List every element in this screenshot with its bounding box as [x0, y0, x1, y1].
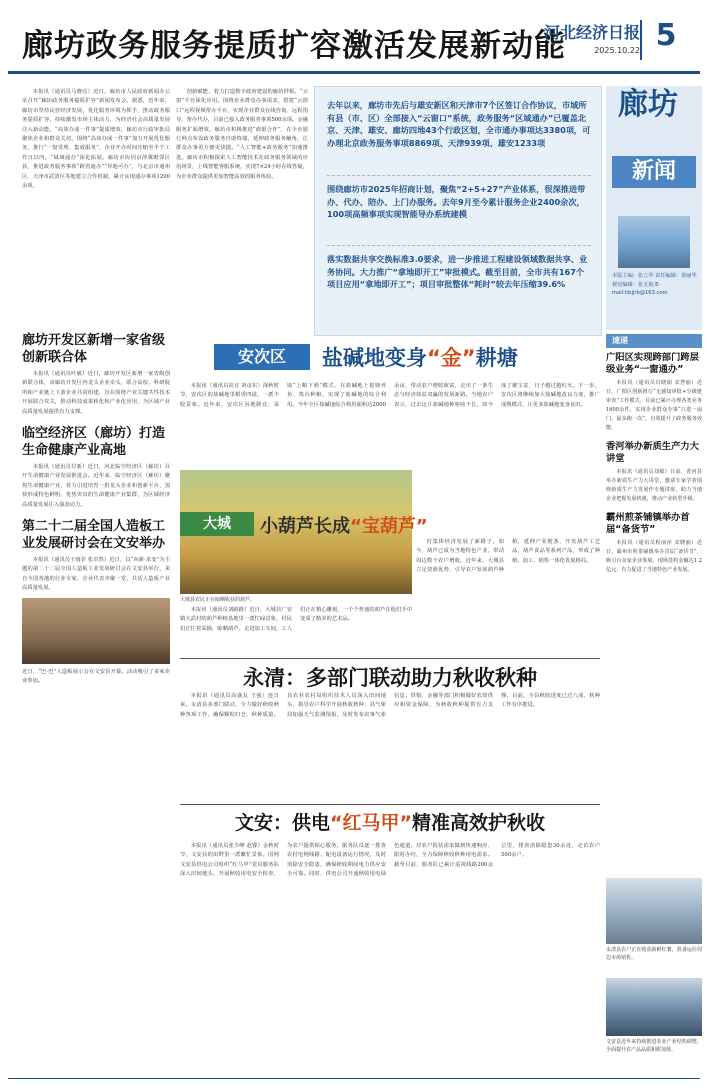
anci-title-highlight: “金”	[427, 346, 476, 370]
highlight-item: 落实数据共享交换标准3.0要求，进一步推进工程建设领域数据共享、业务协同。大力推广“拿地即开工”审批模式。截至目前，全市共有167个项目应用“拿地即开工”；项目审批整体“耗时”较去年压缩39.6%	[327, 254, 588, 290]
anci-title-pre: 盐碱地变身	[322, 346, 427, 370]
section-sidebar	[606, 86, 702, 330]
dacheng-article-right	[416, 538, 600, 628]
section-title-news: 新闻	[612, 156, 696, 188]
left-article-head: 第二十二届全国人造板工业发展研讨会在文安举办	[22, 519, 166, 552]
highlights-box	[314, 86, 602, 336]
anci-banner	[180, 340, 600, 374]
left-column	[22, 332, 170, 1072]
masthead	[8, 14, 700, 74]
dacheng-title	[260, 512, 428, 538]
anci-title-post: 耕塘	[475, 346, 518, 370]
lead-mid-text: 创新赋能，着力打造数字政府建设的廊坊样板。“云窗”平台深化应用。围绕企业群众办事需求，搭建“云窗口”远程视频帮办平台，实现企业群众在线咨询、远程指导、帮办代办，目前已接入政务服务事项500余项。金融服务扩面增效。廊坊市积极推进“政银合作”，在全市银行网点布设政务服务自助终端，延伸政务服务触角，让群众办事更方便更快捷。“人工智能+政务服务”加速推进。廊坊市积极探索人工智能技术在政务服务领域的应用场景，上线智能客服系统，实现7×24小时在线答疑，为企业群众提供更加智能高效的服务体验。	[176, 89, 308, 180]
wenan-title	[180, 808, 600, 835]
side-photo-caption: 文安县近年来持续推进农业产业结构调整，全面提升农产品品质和附加值。	[606, 1039, 702, 1053]
section-photo	[618, 216, 690, 268]
highlight-item: 去年以来，廊坊市先后与雄安新区和天津市7个区签订合作协议，市域所有县（市、区）全部接入“云窗口”系统，政务服务“区域通办”已覆盖北京、天津、雄安、廊坊四地43个行政区划，全市通办事项达3380项，可办理北京政务服务事项8869项、天津939项、雄安1233项	[327, 100, 591, 148]
anci-article-text: 本报讯（通讯员高宜 刘彦东）深秋时节，安次区的盐碱地里稻香四溢，一派丰收景象。近年来，安次区因地制宜，采取“上粮下渔”模式，在盐碱地上挖塘养鱼、筑台种粮，实现了盐碱地的综合利用。今年全区盐碱地综合利用面积达2000余亩，带动农户增收致富，走出了一条生态与经济效益双赢的发展新路。当地农户表示，过去这片盐碱地种啥啥不长，如今成了聚宝盆，日子越过越红火。下一步，安次区将继续加大盐碱地改良力度，推广成熟模式，让更多盐碱地变身良田。	[180, 383, 600, 408]
anci-article	[180, 382, 600, 466]
wenan-rule	[180, 804, 600, 805]
left-article-body: 本报讯（通讯员付新）近日，河北临空经济区（廊坊）召开生命健康产业发展推进会。近年来，临空经济区（廊坊）聚焦生命健康产业，着力引进培育一批龙头企业和创新平台，加快形成特色鲜明、优势突出的生命健康产业集群，为区域经济高质量发展注入强劲动力。	[22, 464, 170, 508]
side-article-body: 本报讯（通讯员冯晓娟 宋慧丽）近日，广阳区创新推行“无感知审批+分级链审查”工作模式，目前已累计办理各类业务1600余件，实现企业群众办事“只进一扇门、最多跑一次”，有效提升了政务服务效能。	[606, 380, 702, 431]
side-article	[606, 441, 702, 504]
lead-article-mid	[176, 88, 308, 323]
wenan-title-highlight: “红马甲”	[330, 812, 412, 834]
anci-title	[322, 342, 518, 372]
side-photo-harvest	[606, 878, 702, 944]
yongqing-rule	[180, 658, 600, 659]
dacheng-bottom-text: 本报讯（通讯员刘路路）近日，大城县广安镇大武村的葫芦种植基地里一派忙碌景象，村民们正忙着采摘、晾晒葫芦。走进加工车间，工人们正在精心雕刻，一个个普通的葫芦在他们手中变成了精美的艺术品。	[180, 607, 412, 632]
left-article	[22, 425, 170, 510]
side-article	[606, 352, 702, 433]
lead-left-text: 本报讯（通讯员马晓亮）近日，廊坊市人民政府新闻办公室召开“廊坊政务服务提质扩容”新闻发布会。据悉，近年来，廊坊市坚持民营经济发展，优化服务环境为抓手，推动政务服务提质扩容，持续激发市场主体活力，为经济社会高质量发展注入新动能。“高效办成一件事”提质增效。廊坊市行政审批局聚焦企业和群众关切，围绕“高效办成一件事”加力开展优化服务，推行“一窗受理、集成服务”，企业开办时间压缩至半个工作日以内。“域域通办”深化拓展。廊坊市协同京津冀毗邻区县，推进政务服务事项“跨省通办”“异地可办”，与北京市通州区、天津市武清区等地建立合作机制，累计实现通办事项1200余项。	[22, 89, 170, 190]
side-articles	[606, 352, 702, 872]
side-article-head: 广阳区实现跨部门跨层级业务“一窗通办”	[606, 352, 699, 375]
left-article	[22, 518, 170, 686]
wenan-title-post: 精准高效护秋收	[411, 812, 545, 834]
side-article	[606, 512, 702, 575]
paper-name: 河北经济日报	[543, 23, 640, 42]
section-title-langfang: 廊坊	[618, 87, 678, 122]
highlight-item: 围绕廊坊市2025年招商计划，聚焦“2+5+27”产业体系，很深推进带办、代办、陪办、上门办服务。去年9月至今累计服务企业2400余次，100项高频事项实现智能导办系统建模	[327, 184, 586, 220]
dacheng-place-tag: 大城	[180, 512, 254, 536]
editor-credit: 本版主编：张立华 责任编辑：徐丽华 视觉编辑：张五航 E-mail:hbjjrb@163.com	[612, 273, 697, 296]
left-article-text	[22, 556, 170, 594]
paper-date: 2025.10.22	[594, 46, 640, 55]
highlight-divider	[327, 245, 591, 246]
side-article-head: 霸州煎茶铺镇举办首届“备货节”	[606, 512, 690, 535]
left-article	[22, 332, 170, 417]
side-article-text	[606, 539, 702, 575]
dacheng-article-bottom	[180, 606, 412, 654]
lead-article-left	[22, 88, 170, 323]
page-headline: 廊坊政务服务提质扩容激活发展新动能	[22, 28, 566, 64]
anci-place-tag: 安次区	[214, 344, 310, 370]
page-number: 5	[655, 18, 677, 53]
footer-rule	[8, 1078, 700, 1079]
left-article-head: 廊坊开发区新增一家省级创新联合体	[22, 333, 166, 365]
page-number-divider	[640, 20, 642, 60]
side-article-text	[606, 468, 702, 504]
yongqing-article-text: 本报讯（通讯员高盛友 王强）连日来，永清县多部门联动，全力做好秋收秋种各项工作，确保颗粒归仓、秋种质量。县农业农村局组织技术人员深入田间地头，指导农户科学开展秋收秋种；县气象局加强天气监测预报，及时发布农事气象信息；供销、金融等部门积极做好农资供应和资金保障，为秋收秋种提供有力支撑。目前，全县秋收进度已过八成，秋种工作有序推进。	[180, 693, 600, 718]
speed-news-label: 速递	[612, 336, 628, 345]
left-article-photo	[22, 598, 170, 664]
side-article-head: 香河举办新质生产力大讲堂	[606, 441, 699, 464]
highlight-divider	[327, 175, 591, 176]
side-article-text	[606, 379, 702, 433]
left-article-text	[22, 463, 170, 510]
yongqing-title: 永清：多部门联动助力秋收秋种	[243, 666, 537, 690]
dacheng-photo-caption: 大城县农民正在晾晒收获的葫芦。	[180, 597, 256, 603]
side-article-body: 本报讯（通讯员程丽萍 宋晓丽）近日，霸州市煎茶铺镇举办首届“备货节”，吸引百余家企业参展，现场签约金额达1.2亿元，有力促进了当地特色产业发展。	[606, 540, 702, 573]
left-article-body: 本报讯（通讯员叶敏）近日，廊坊开发区新增一家省级创新联合体，由廊坊开发区内龙头企业牵头，联合高校、科研院所和产业链上下游企业共同组建，旨在围绕产业关键共性技术开展联合攻关，推动科技成果转化和产业化应用，为区域产业高质量发展提供有力支撑。	[22, 371, 170, 415]
dacheng-title-highlight: “宝葫芦”	[350, 516, 428, 537]
side-photo-farm	[606, 978, 702, 1036]
yongqing-article	[180, 692, 600, 802]
left-article-text	[22, 370, 170, 417]
wenan-article-text: 本报讯（通讯员张少峰 赵睿）金秋时节，文安县的田野里一派繁忙景象。国网文安县供电公司组织“红马甲”党员服务队深入田间地头，开展秋收用电安全检查，为农户提供贴心服务。服务队员逐一排查农村电网线路、配电设备运行情况，及时消除安全隐患，确保秋收期间电力供应安全可靠。同时，供电公司开通秋收用电绿色通道，对农户报装需求做到快速响应、限时办结，全力保障秋收秋种用电需求。截至目前，服务队已累计巡视线路200余公里，排查消除隐患30余处，走访农户500余户。	[180, 843, 600, 878]
wenan-title-pre: 文安：供电	[234, 812, 330, 834]
left-photo-caption: 近日，“巴·巴”人造板展示会在文安县开幕。活动吸引了多家企业参加。	[22, 668, 170, 685]
left-article-head: 临空经济区（廊坊）打造生命健康产业高地	[22, 426, 166, 459]
dacheng-title-pre: 小葫芦长成	[260, 516, 350, 537]
wenan-article	[180, 842, 600, 1074]
left-article-body: 本报讯（通讯员王雨菲 张卓然）近日，以“向新·求变”为主题的第二十二届全国人造板工业发展研讨会在文安县举行，来自全国各地的行业专家、企业代表齐聚一堂，共话人造板产业高质量发展。	[22, 557, 170, 592]
dacheng-right-text: 村集体经济发展了新路子。如今，葫芦已成为当地特色产业，带动周边数千农户增收。近年来，大城县立足资源优势，引导农户发展葫芦种植，延伸产业链条，开发葫芦工艺品、葫芦食品等系列产品，形成了种植、加工、销售一体化发展格局。	[416, 539, 600, 574]
side-article-body: 本报讯（通讯员刘敏）日前，香河县举办新质生产力大讲堂，邀请专家学者围绕新质生产力发展作专题讲座，助力当地企业把握发展机遇，推动产业转型升级。	[606, 469, 702, 502]
side-photo-caption: 永清县农户正在收获新鲜红薯，准备运往周边市场销售。	[606, 947, 702, 961]
speed-news-bar	[606, 334, 702, 348]
